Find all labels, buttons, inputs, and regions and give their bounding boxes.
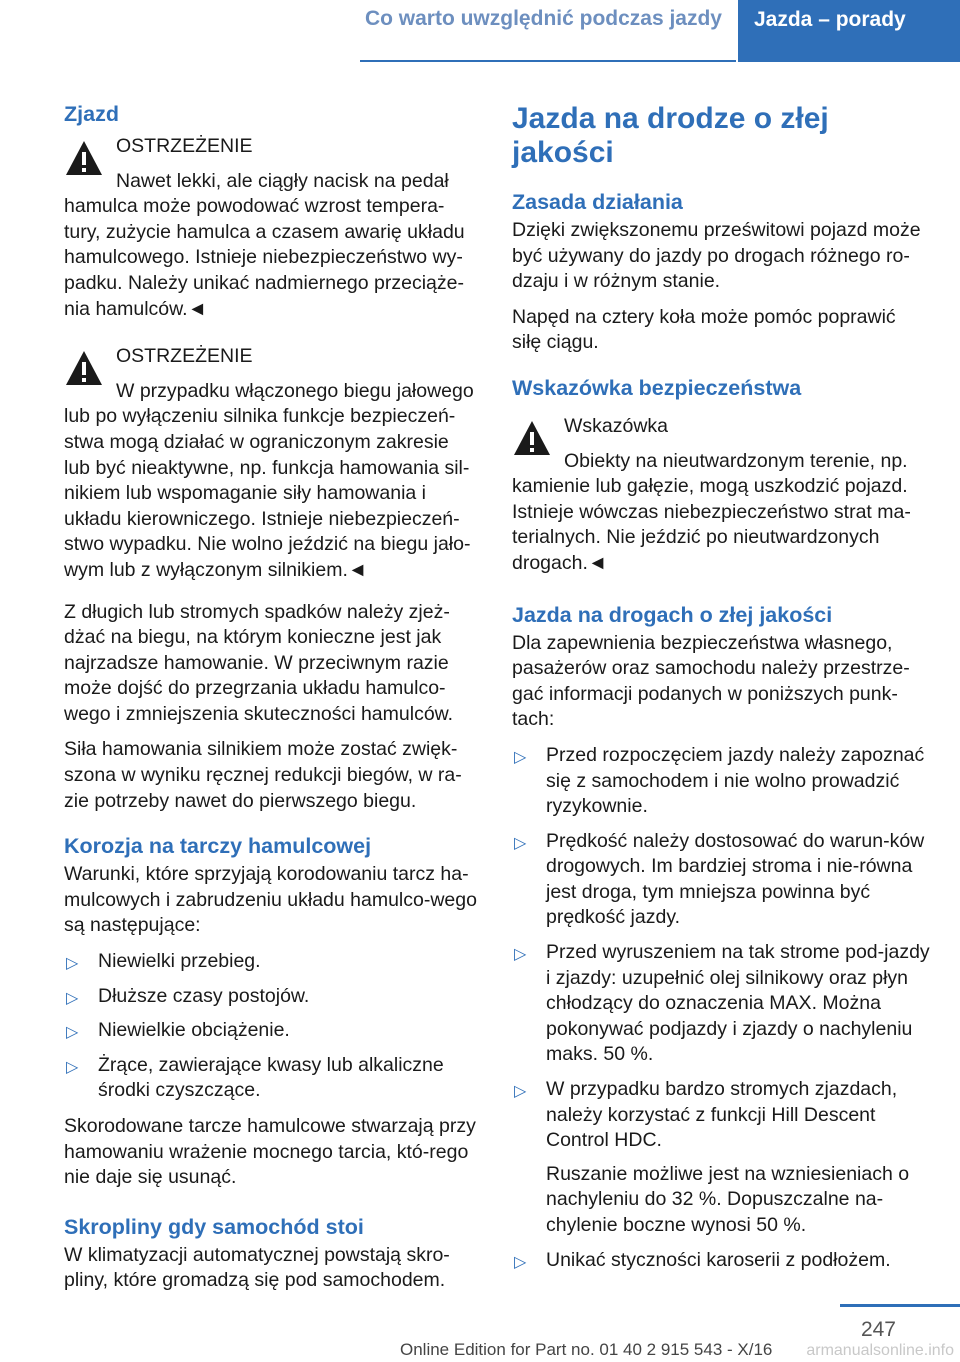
triangle-bullet-icon: ▷ xyxy=(66,1058,79,1076)
list-item: ▷ Dłuższe czasy postojów. xyxy=(64,984,478,1010)
list-item: ▷ Przed wyruszeniem na tak strome pod-jazdy i zjazdy: uzupełnić olej silnikowy oraz płyn chłodzący do oznaczenia MAX. Można pokonywać podjazdy i zjazdy o nachyleniu maks. 50 %. xyxy=(514,941,930,1066)
list-item: ▷ W przypadku bardzo stromych zjazdach, należy korzystać z funkcji Hill Descent Control HDC. Ruszanie możliwe jest na wzniesieniach o nachyleniu do 32 %. Dopuszczalne na-chylenie boczne wynosi 50 %. xyxy=(512,1077,930,1239)
heading-zasada: Zasada działania xyxy=(512,190,683,214)
section-tab: Jazda – porady xyxy=(738,0,960,62)
paragraph: Z długich lub stromych spadków należy zjeż-dżać na biegu, na którym konieczne jest jak najrzadsze hamowanie. W przeciwnym razie może dojść do przegrzania układu hamulco-wego i zmniejszenia skuteczności hamulców. xyxy=(64,600,454,725)
warning-icon xyxy=(64,138,104,178)
paragraph: Napęd na cztery koła może pomóc poprawić siłę ciągu. xyxy=(512,305,896,354)
corrosion-list xyxy=(64,949,478,1104)
page-number-rule xyxy=(840,1304,960,1307)
warning-title: OSTRZEŻENIE xyxy=(116,345,253,368)
list-item: ▷ Prędkość należy dostosować do warun-ków drogowych. Im bardziej stroma i nie-równa jest droga, tym mniejsza powinna być prędkość jazdy. xyxy=(514,829,925,929)
triangle-bullet-icon: ▷ xyxy=(514,834,527,852)
paragraph: Dzięki zwiększonemu prześwitowi pojazd może być używany do jazdy po drogach różnego ro-dzaju i w różnym stanie. xyxy=(512,219,921,293)
main-heading: Jazda na drodze o złej jakości xyxy=(512,102,829,169)
warning-box-2 xyxy=(64,344,478,583)
chapter-title: Co warto uwzględnić podczas jazdy xyxy=(360,0,736,62)
page-number: 247 xyxy=(860,1318,896,1341)
rough-road-list xyxy=(512,743,930,1273)
list-item: ▷ Żrące, zawierające kwasy lub alkaliczne środki czyszczące. xyxy=(66,1053,444,1102)
right-column xyxy=(512,100,930,1283)
list-item-note: Ruszanie możliwe jest na wzniesieniach o nachyleniu do 32 %. Dopuszczalne na-chylenie boczne wynosi 50 %. xyxy=(546,1162,910,1236)
warning-icon xyxy=(512,418,552,458)
heading-jazda: Jazda na drogach o złej jakości xyxy=(512,602,833,627)
left-column xyxy=(64,100,478,1304)
warning-icon xyxy=(64,348,104,388)
paragraph: Warunki, które sprzyjają korodowaniu tarcz ha-mulcowych i zabrudzeniu układu hamulco-wego są następujące: xyxy=(64,863,477,937)
warning-text: W przypadku włączonego biegu jałowego lub po wyłączeniu silnika funkcje bezpieczeń-stwa mogą działać w ograniczonym zakresie lub być nieaktywne, np. funkcja hamowania sil-nikiem lub wspomaganie siły hamowania i układu kierowniczego. Istnieje niebezpieczeń-stwo wypadku. Nie wolno jeździć na biegu jało-wym lub z wyłączonym silnikiem.◄ xyxy=(64,379,474,581)
edition-footer: Online Edition for Part no. 01 40 2 915 543 - X/16 xyxy=(400,1340,773,1359)
heading-zjazd: Zjazd xyxy=(64,102,119,126)
paragraph: Siła hamowania silnikiem może zostać zwięk-szona w wyniku ręcznej redukcji biegów, w ra-zie potrzeby nawet do pierwszego biegu. xyxy=(64,738,462,812)
paragraph: Dla zapewnienia bezpieczeństwa własnego, pasażerów oraz samochodu należy przestrze-gać informacji podanych w poniższych punk-tach: xyxy=(512,631,910,731)
heading-korozja: Korozja na tarczy hamulcowej xyxy=(64,834,372,859)
list-item: ▷ Przed rozpoczęciem jazdy należy zapoznać się z samochodem i nie wolno prowadzić ryzykownie. xyxy=(514,743,925,818)
triangle-bullet-icon: ▷ xyxy=(514,946,527,964)
note-title: Wskazówka xyxy=(564,414,669,437)
triangle-bullet-icon: ▷ xyxy=(66,989,79,1007)
paragraph: W klimatyzacji automatycznej powstają skro-pliny, które gromadzą się pod samochodem. xyxy=(64,1243,450,1292)
warning-title: OSTRZEŻENIE xyxy=(116,135,253,157)
paragraph: Skorodowane tarcze hamulcowe stwarzają przy hamowaniu wrażenie mocnego tarcia, któ-rego nie daje się usunąć. xyxy=(64,1115,476,1189)
heading-skropliny: Skropliny gdy samochód stoi xyxy=(64,1214,364,1239)
watermark: armanualsonline.info xyxy=(806,1342,954,1359)
triangle-bullet-icon: ▷ xyxy=(514,1253,527,1271)
triangle-bullet-icon: ▷ xyxy=(66,1024,79,1042)
triangle-bullet-icon: ▷ xyxy=(514,1083,527,1101)
list-item: ▷ Niewielkie obciążenie. xyxy=(64,1018,478,1044)
warning-box-1 xyxy=(64,134,478,322)
warning-text: Nawet lekki, ale ciągły nacisk na pedał hamulca może powodować wzrost tempera-tury, zużycie hamulca a czasem awarię układu hamulcowego. Istnieje niebezpieczeństwo wy-padku. Należy unikać nadmiernego przeciąże-nia hamulców.◄ xyxy=(64,169,465,320)
note-text: Obiekty na nieutwardzonym terenie, np. kamienie lub gałęzie, mogą uszkodzić pojazd. Istnieje wówczas niebezpieczeństwo strat ma-terialnych. Nie jeździć po nieutwardzonych drogach.◄ xyxy=(512,449,911,574)
note-box xyxy=(512,414,930,577)
triangle-bullet-icon: ▷ xyxy=(514,748,527,766)
list-item: ▷ Unikać styczności karoserii z podłożem. xyxy=(512,1248,930,1274)
list-item: ▷ Niewielki przebieg. xyxy=(64,949,478,975)
triangle-bullet-icon: ▷ xyxy=(66,955,79,973)
heading-wskazowka: Wskazówka bezpieczeństwa xyxy=(512,375,802,400)
